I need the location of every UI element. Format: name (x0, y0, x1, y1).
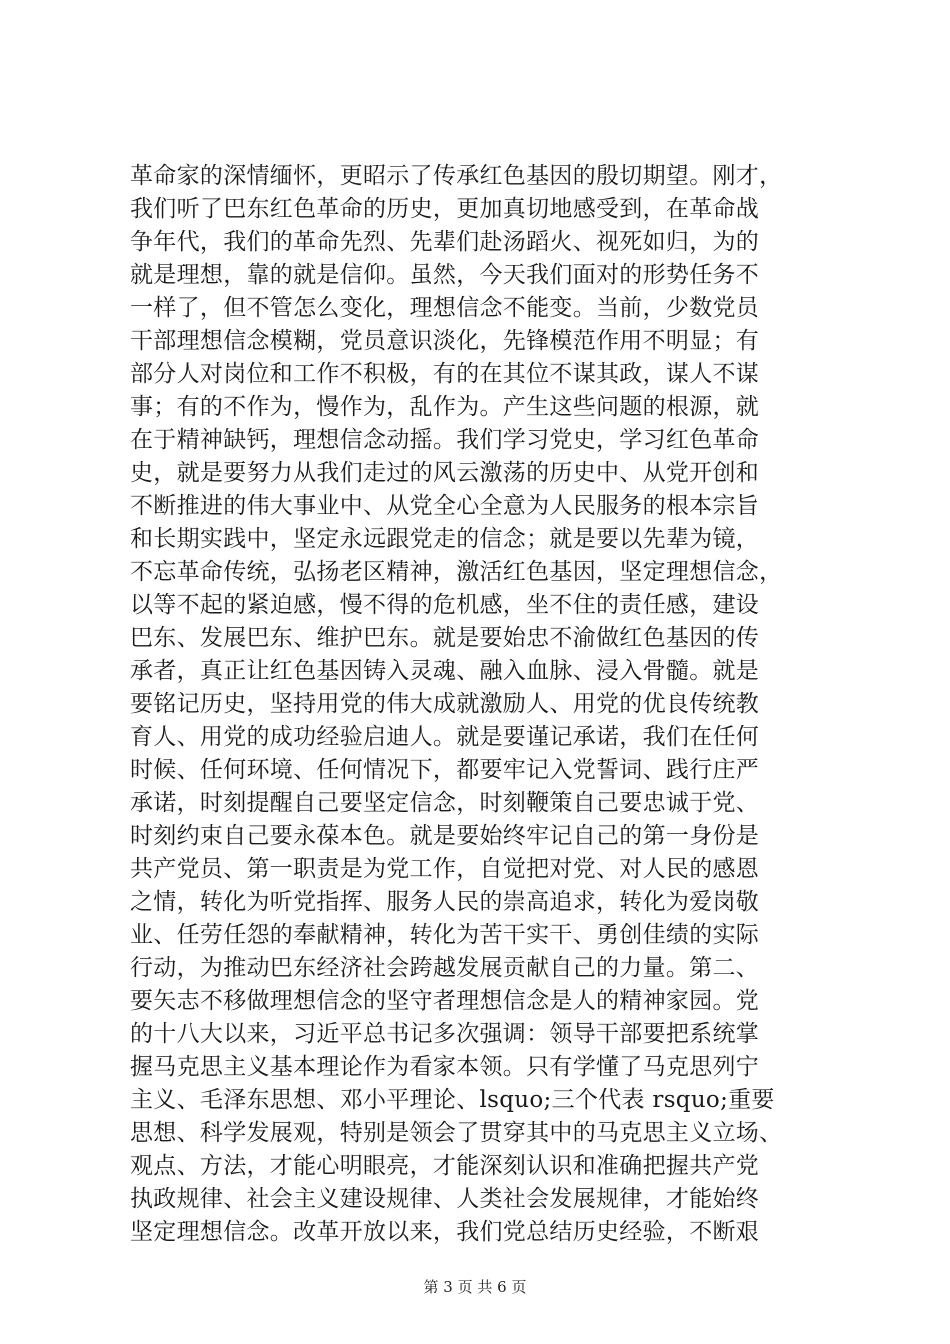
text-line: 之情，转化为听党指挥、服务人民的崇高追求，转化为爱岗敬 (130, 889, 760, 915)
text-line: 干部理想信念模糊，党员意识淡化，先锋模范作用不明显；有 (130, 328, 760, 354)
text-line: 时刻约束自己要永葆本色。就是要始终牢记自己的第一身份是 (130, 823, 760, 849)
text-line: 执政规律、社会主义建设规律、人类社会发展规律，才能始终 (130, 1186, 760, 1212)
text-line: 事；有的不作为，慢作为，乱作为。产生这些问题的根源，就 (130, 394, 760, 420)
text-line: 我们听了巴东红色革命的历史，更加真切地感受到，在革命战 (130, 196, 760, 222)
text-line: 承诺，时刻提醒自己要坚定信念，时刻鞭策自己要忠诚于党、 (130, 790, 760, 816)
text-line: 坚定理想信念。改革开放以来，我们党总结历史经验，不断艰 (130, 1219, 760, 1245)
page-footer (0, 1276, 950, 1297)
text-line: 的十八大以来，习近平总书记多次强调：领导干部要把系统掌 (130, 1021, 760, 1047)
text-line: 部分人对岗位和工作不积极，有的在其位不谋其政，谋人不谋 (130, 361, 760, 387)
body-text (130, 160, 830, 1249)
text-line: 争年代，我们的革命先烈、先辈们赴汤蹈火、视死如归，为的 (130, 229, 760, 255)
text-line: 思想、科学发展观，特别是领会了贯穿其中的马克思主义立场、 (130, 1120, 783, 1146)
text-line: 和长期实践中，坚定永远跟党走的信念；就是要以先辈为镜， (130, 526, 760, 552)
text-line: 史，就是要努力从我们走过的风云激荡的历史中、从党开创和 (130, 460, 760, 486)
text-line: 观点、方法，才能心明眼亮，才能深刻认识和准确把握共产党 (130, 1153, 760, 1179)
text-line: 行动，为推动巴东经济社会跨越发展贡献自己的力量。第二、 (130, 955, 760, 981)
text-line: 业、任劳任怨的奉献精神，转化为苦干实干、勇创佳绩的实际 (130, 922, 760, 948)
text-line: 要铭记历史，坚持用党的伟大成就激励人、用党的优良传统教 (130, 691, 760, 717)
text-line: 时候、任何环境、任何情况下，都要牢记入党誓词、践行庄严 (130, 757, 760, 783)
text-line: 在于精神缺钙，理想信念动摇。我们学习党史，学习红色革命 (130, 427, 760, 453)
text-line: 以等不起的紧迫感，慢不得的危机感，坐不住的责任感，建设 (130, 592, 760, 618)
text-line: 一样了，但不管怎么变化，理想信念不能变。当前，少数党员 (130, 295, 760, 321)
text-line: 共产党员、第一职责是为党工作，自觉把对党、对人民的感恩 (130, 856, 760, 882)
text-line: 承者，真正让红色基因铸入灵魂、融入血脉、浸入骨髓。就是 (130, 658, 760, 684)
text-line: 要矢志不移做理想信念的坚守者理想信念是人的精神家园。党 (130, 988, 760, 1014)
text-line: 革命家的深情缅怀，更昭示了传承红色基因的殷切期望。刚才， (130, 163, 783, 189)
page-number: 第 3 页 共 6 页 (423, 1278, 527, 1296)
text-line: 不忘革命传统，弘扬老区精神，激活红色基因，坚定理想信念， (130, 559, 783, 585)
text-line: 巴东、发展巴东、维护巴东。就是要始忠不渝做红色基因的传 (130, 625, 760, 651)
text-line: 主义、毛泽东思想、邓小平理论、lsquo;三个代表 rsquo;重要 (130, 1087, 775, 1113)
text-line: 握马克思主义基本理论作为看家本领。只有学懂了马克思列宁 (130, 1054, 760, 1080)
text-line: 就是理想，靠的就是信仰。虽然，今天我们面对的形势任务不 (130, 262, 760, 288)
text-line: 育人、用党的成功经验启迪人。就是要谨记承诺，我们在任何 (130, 724, 760, 750)
text-line: 不断推进的伟大事业中、从党全心全意为人民服务的根本宗旨 (130, 493, 760, 519)
